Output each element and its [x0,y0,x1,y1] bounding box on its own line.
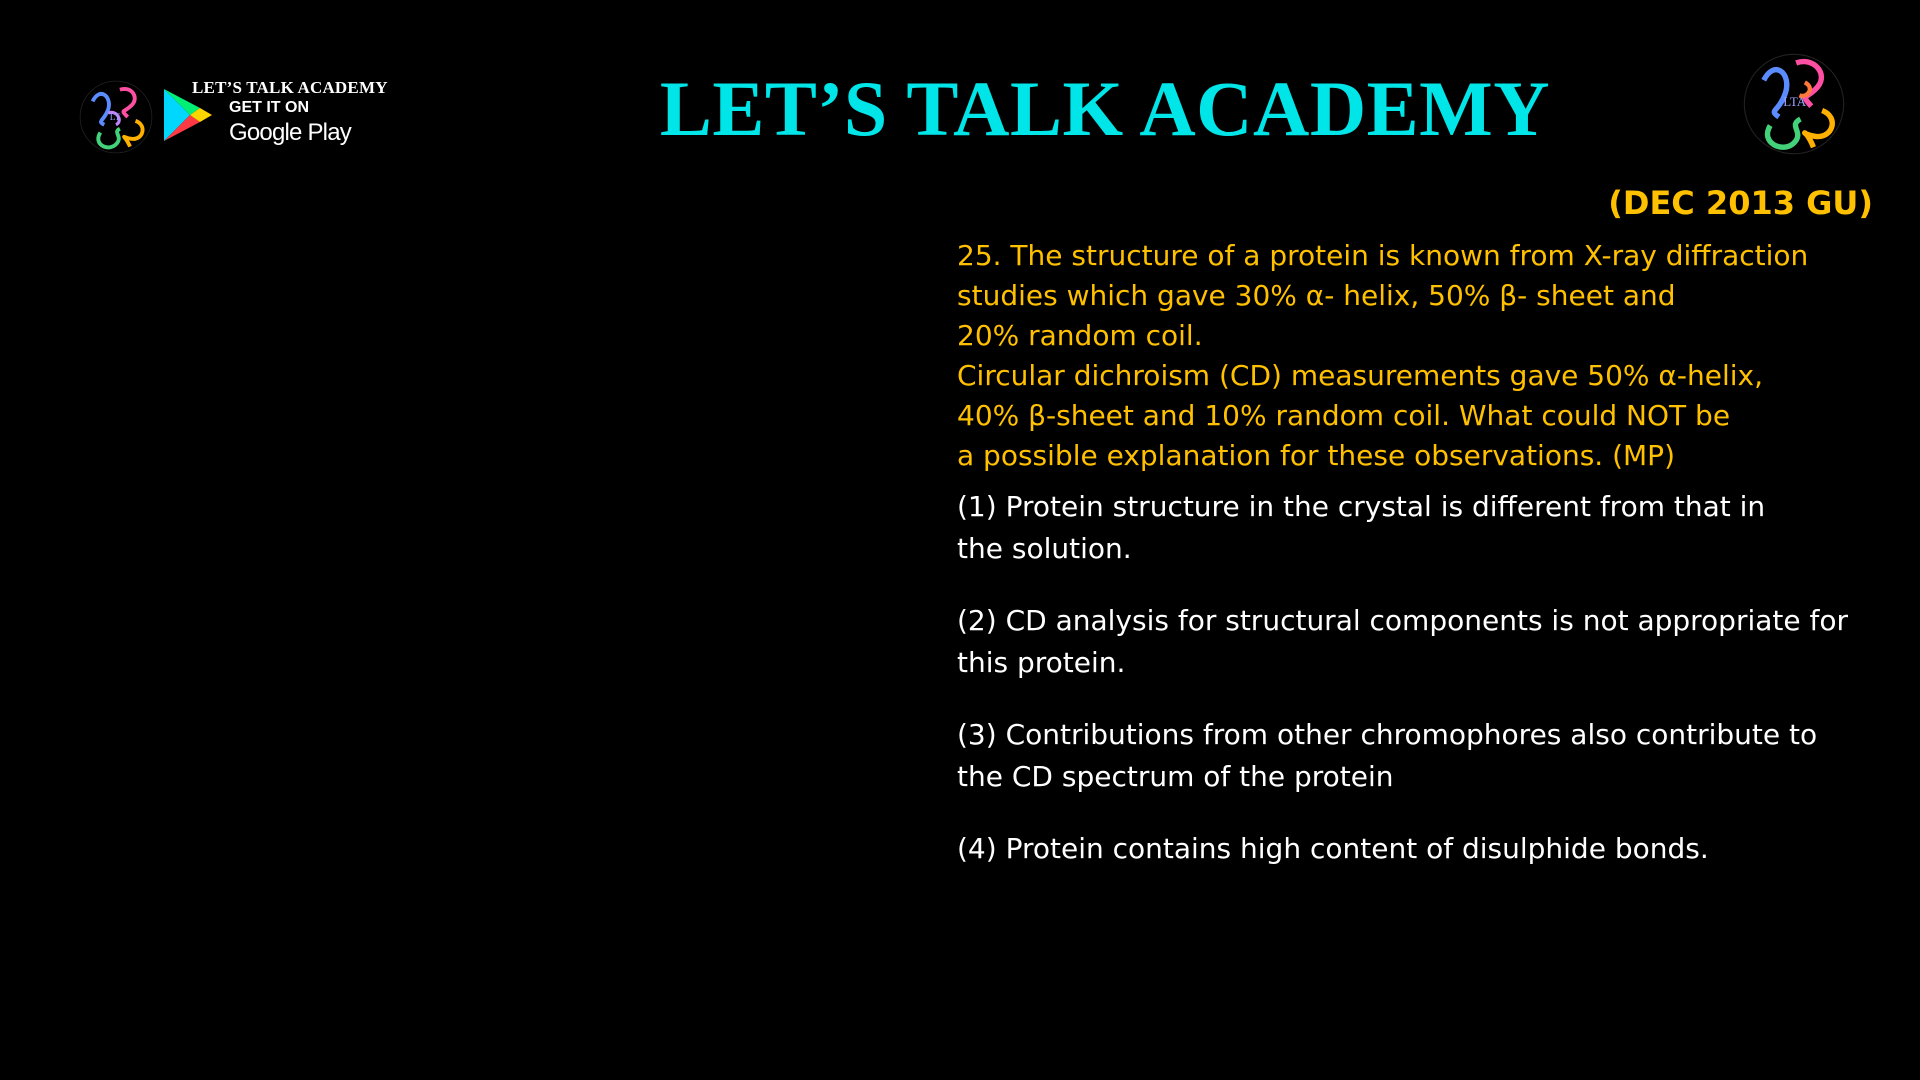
option-line: (2) CD analysis for structural components is not appropriate for [957,604,1849,637]
store-brand-label: LET’S TALK ACADEMY [192,78,388,97]
question-line: 20% random coil. [957,319,1203,352]
page-title: LET’S TALK ACADEMY [659,65,1551,152]
question-line: 40% β-sheet and 10% random coil. What could NOT be [957,399,1731,432]
option-line: (3) Contributions from other chromophores also contribute to [957,718,1818,751]
svg-text:LTA: LTA [1783,94,1807,110]
option-line: the solution. [957,532,1132,565]
protein-ribbon-logo-icon [1738,50,1850,158]
option-line: (4) Protein contains high content of disulphide bonds. [957,832,1709,865]
answer-option-3[interactable] [957,714,1887,798]
option-line: this protein. [957,646,1126,679]
answer-option-4[interactable] [957,828,1887,870]
question-line: studies which gave 30% α- helix, 50% β- sheet and [957,279,1676,312]
answer-option-1[interactable] [957,486,1887,570]
question-text [957,236,1887,476]
question-line: Circular dichroism (CD) measurements gave 50% α-helix, [957,359,1763,392]
svg-text:LT: LT [109,113,121,124]
option-line: the CD spectrum of the protein [957,760,1394,793]
get-it-on-label: GET IT ON [229,99,309,116]
answer-option-2[interactable] [957,600,1887,684]
question-line: a possible explanation for these observations. (MP) [957,439,1675,472]
exam-tag: (DEC 2013 GU) [1608,184,1873,222]
question-line: 25. The structure of a protein is known from X-ray diffraction [957,239,1809,272]
answer-options [957,486,1887,900]
google-play-label[interactable]: Google Play [229,119,351,146]
option-line: (1) Protein structure in the crystal is different from that in [957,490,1766,523]
